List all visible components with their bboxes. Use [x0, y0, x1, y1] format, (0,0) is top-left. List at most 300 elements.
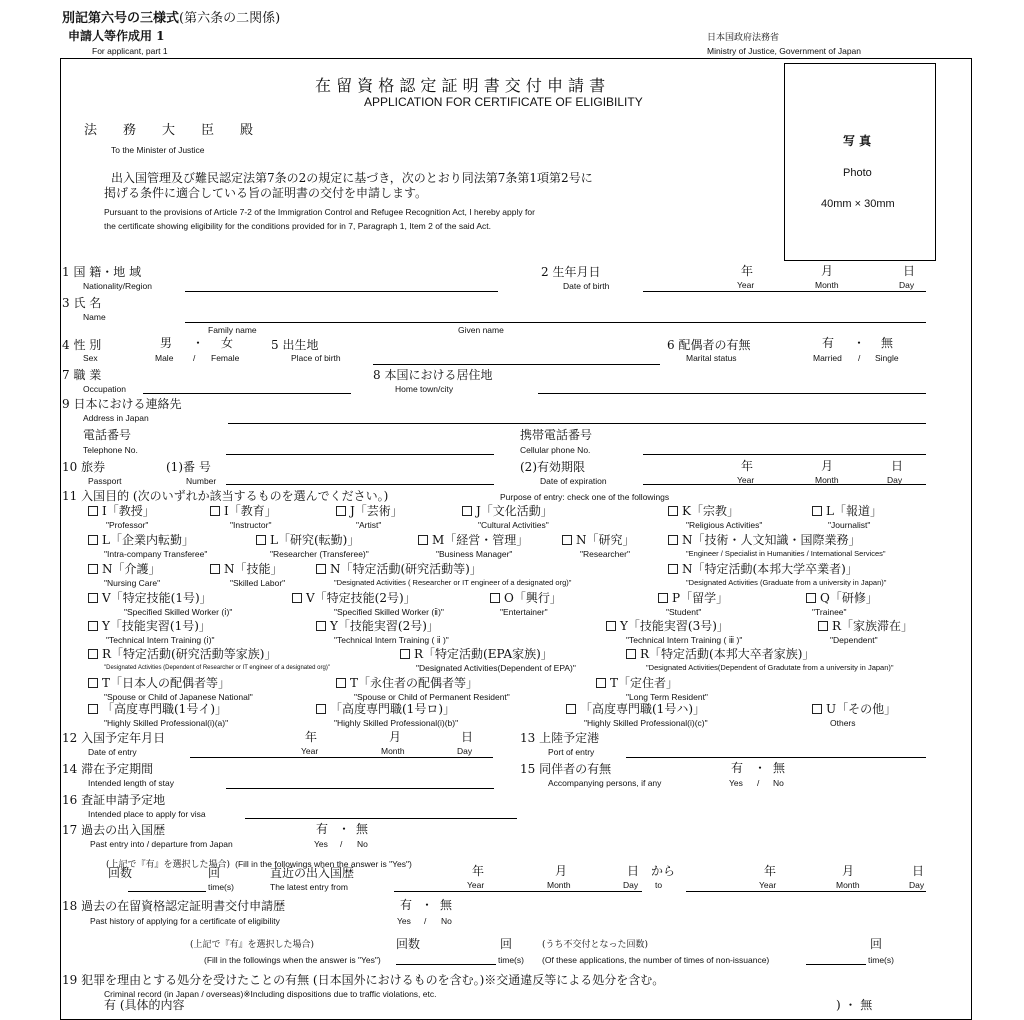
- purpose-en: "Specified Skilled Worker (ⅱ)": [334, 607, 444, 617]
- telephone-label-ja: 電話番号: [83, 428, 132, 442]
- purpose-ja: 「高度専門職(1号ロ)」: [330, 702, 455, 716]
- from-day-ja: 日: [627, 864, 640, 878]
- intro-ja-1: 出入国管理及び難民認定法第7条の2の規定に基づき，次のとおり同法第7条第1項第2号に: [111, 171, 593, 185]
- coe-history-label-en: Past history of applying for a certificate of eligibility: [90, 916, 280, 926]
- stay-length-field[interactable]: [226, 788, 494, 789]
- hometown-field[interactable]: [538, 393, 926, 394]
- coe-kai: 回: [500, 937, 513, 951]
- past-entry-yes-ja[interactable]: 有: [316, 822, 329, 836]
- checkbox[interactable]: [606, 621, 616, 631]
- purpose-en: "Researcher": [580, 549, 630, 559]
- past-entry-fill-en: (Fill in the followings when the answer is "Yes"): [235, 859, 412, 869]
- purpose-option[interactable]: [668, 562, 858, 576]
- expiry-year-en: Year: [737, 475, 755, 485]
- entry-date-field[interactable]: [190, 757, 493, 758]
- purpose-option[interactable]: [462, 504, 553, 518]
- companion-yes-en: Yes: [729, 778, 743, 788]
- checkbox[interactable]: [210, 564, 220, 574]
- purpose-option[interactable]: [88, 676, 230, 690]
- family-name-hint: Family name: [208, 325, 257, 335]
- purpose-en: "Highly Skilled Professional(i)(b)": [334, 718, 459, 728]
- coe-nonissue-times-en: time(s): [868, 955, 894, 965]
- expiry-month-ja: 月: [821, 459, 834, 473]
- purpose-en: "Nursing Care": [104, 578, 161, 588]
- expiry-day-ja: 日: [891, 459, 904, 473]
- purpose-en: "Technical Intern Training (ⅰ)": [106, 635, 215, 645]
- purpose-ja: L「研究(転勤)」: [270, 533, 360, 547]
- purpose-ja: T「日本人の配偶者等」: [102, 676, 231, 690]
- entry-year-en: Year: [301, 746, 319, 756]
- to-year-ja: 年: [764, 864, 777, 878]
- birthplace-label-en: Place of birth: [291, 353, 341, 363]
- address-label-en: Address in Japan: [83, 413, 149, 423]
- coe-history-no-en: No: [441, 916, 452, 926]
- sex-male-ja[interactable]: 男: [160, 336, 173, 350]
- coe-nonissue-en: (Of these applications, the number of times of non-issuance): [542, 955, 770, 965]
- purpose-option[interactable]: [818, 619, 913, 633]
- checkbox[interactable]: [658, 593, 668, 603]
- marital-slash: /: [858, 353, 861, 363]
- sex-female-ja[interactable]: 女: [221, 336, 234, 350]
- purpose-option[interactable]: [88, 533, 194, 547]
- latest-entry-to-field[interactable]: [686, 891, 926, 892]
- purpose-ja: V「特定技能(2号)」: [306, 591, 416, 605]
- from-day-en: Day: [623, 880, 639, 890]
- intro-en-2: the certificate showing eligibility for the conditions provided for in 7, Paragraph 1, Item 2 of the said Act.: [104, 221, 491, 231]
- expiry-label-en: Date of expiration: [540, 476, 607, 486]
- checkbox[interactable]: [292, 593, 302, 603]
- cellphone-label-en: Cellular phone No.: [520, 445, 591, 455]
- to-month-ja: 月: [842, 864, 855, 878]
- purpose-ja: J「文化活動」: [476, 504, 553, 518]
- to-en: to: [655, 880, 663, 890]
- purpose-en: "Student": [666, 607, 702, 617]
- purpose-en: Others: [830, 718, 856, 728]
- coe-history-fill-en: (Fill in the followings when the answer is "Yes"): [204, 955, 381, 965]
- given-name-hint: Given name: [458, 325, 504, 335]
- checkbox[interactable]: [316, 621, 326, 631]
- name-label-en: Name: [83, 312, 106, 322]
- purpose-ja: V「特定技能(1号)」: [102, 591, 212, 605]
- purpose-option[interactable]: [626, 647, 814, 661]
- checkbox[interactable]: [316, 564, 326, 574]
- photo-label-ja: 写 真: [843, 134, 872, 148]
- purpose-en: "Engineer / Specialist in Humanities / International Services": [686, 549, 886, 558]
- form-article-ref: (第六条の二関係): [179, 11, 281, 26]
- purpose-en: "Designated Activities (Graduate from a university in Japan)": [686, 578, 887, 587]
- purpose-en: "Entertainer": [500, 607, 548, 617]
- purpose-ja: L「報道」: [826, 504, 882, 518]
- form-title-ja: 在 留 資 格 認 定 証 明 書 交 付 申 請 書: [315, 76, 606, 95]
- address-field[interactable]: [228, 423, 926, 424]
- entry-year-ja: 年: [305, 730, 318, 744]
- purpose-en: "Highly Skilled Professional(i)(a)": [104, 718, 229, 728]
- to-day-ja: 日: [912, 864, 925, 878]
- purpose-ja: M「経営・管理」: [432, 533, 529, 547]
- intro-en-1: Pursuant to the provisions of Article 7-2 of the Immigration Control and Refugee Recognition Act, I hereby apply for: [104, 207, 535, 217]
- purpose-en: "Skilled Labor": [230, 578, 286, 588]
- checkbox[interactable]: [88, 506, 98, 516]
- checkbox[interactable]: [256, 535, 266, 545]
- passport-number-label-en: Number: [186, 476, 217, 486]
- checkbox[interactable]: [88, 593, 98, 603]
- coe-history-yes-ja[interactable]: 有: [400, 898, 413, 912]
- purpose-ja: J「芸術」: [350, 504, 403, 518]
- photo-size: 40mm × 30mm: [821, 198, 895, 210]
- purpose-option[interactable]: [812, 702, 896, 716]
- checkbox[interactable]: [812, 704, 822, 714]
- applicant-part-en: For applicant, part 1: [92, 46, 168, 56]
- nationality-field[interactable]: [185, 291, 498, 292]
- criminal-record-yes-detail[interactable]: 有 (具体的内容: [104, 998, 185, 1012]
- coe-history-no-ja[interactable]: 無: [440, 898, 453, 912]
- sex-slash: /: [193, 353, 196, 363]
- purpose-option[interactable]: [210, 562, 283, 576]
- purpose-option[interactable]: [88, 591, 212, 605]
- coe-times-field[interactable]: [396, 964, 496, 965]
- checkbox[interactable]: [88, 649, 98, 659]
- hometown-label-ja: 8 本国における居住地: [373, 368, 493, 382]
- marital-dot: ・: [853, 336, 866, 350]
- purpose-ja: O「興行」: [504, 591, 562, 605]
- companion-yes-ja[interactable]: 有: [731, 761, 744, 775]
- checkbox[interactable]: [562, 535, 572, 545]
- purpose-label-en: Purpose of entry: check one of the followings: [500, 492, 670, 502]
- checkbox[interactable]: [88, 678, 98, 688]
- dob-label-en: Date of birth: [563, 281, 610, 291]
- address-label-ja: 9 日本における連絡先: [62, 397, 182, 411]
- latest-entry-from-field[interactable]: [394, 891, 642, 892]
- purpose-en: "Trainee": [812, 607, 847, 617]
- dob-month-en: Month: [815, 280, 839, 290]
- purpose-ja: Q「研修」: [820, 591, 878, 605]
- purpose-label-ja: 11 入国目的 (次のいずれか該当するものを選んでください。): [62, 489, 389, 503]
- purpose-option[interactable]: [490, 591, 562, 605]
- dob-year-ja: 年: [741, 264, 754, 278]
- marital-no-ja[interactable]: 無: [881, 336, 894, 350]
- checkbox[interactable]: [818, 621, 828, 631]
- birthplace-field[interactable]: [373, 364, 660, 365]
- expiry-year-ja: 年: [741, 459, 754, 473]
- sex-dot: ・: [192, 336, 205, 350]
- purpose-ja: N「特定活動(研究活動等)」: [330, 562, 482, 576]
- purpose-option[interactable]: [806, 591, 878, 605]
- nationality-label-en: Nationality/Region: [83, 281, 152, 291]
- purpose-en: "Designated Activities ( Researcher or IT engineer of a designated org)": [334, 578, 572, 587]
- purpose-option[interactable]: [316, 702, 455, 716]
- purpose-option[interactable]: [256, 533, 359, 547]
- passport-label-ja: 10 旅券: [62, 460, 106, 474]
- purpose-en: "Intra-company Transferee": [104, 549, 208, 559]
- from-month-ja: 月: [555, 864, 568, 878]
- coe-times-label: 回数: [396, 937, 421, 951]
- purpose-ja: N「技術・人文知識・国際業務」: [682, 533, 861, 547]
- past-entry-kai: 回: [208, 866, 221, 880]
- dob-field[interactable]: [643, 291, 926, 292]
- checkbox[interactable]: [88, 535, 98, 545]
- ministry-en: Ministry of Justice, Government of Japan: [707, 46, 862, 56]
- purpose-en: "Instructor": [230, 520, 272, 530]
- entry-day-en: Day: [457, 746, 473, 756]
- latest-entry-label-en: The latest entry from: [270, 882, 348, 892]
- companion-slash: /: [757, 778, 760, 788]
- purpose-option[interactable]: [292, 591, 416, 605]
- entry-day-ja: 日: [461, 730, 474, 744]
- coe-nonissue-ja: (うち不交付となった回数): [542, 940, 649, 950]
- purpose-en: "Business Manager": [436, 549, 513, 559]
- marital-single: Single: [875, 353, 899, 363]
- past-entry-slash: /: [340, 839, 343, 849]
- expiry-month-en: Month: [815, 475, 839, 485]
- form-title-en: APPLICATION FOR CERTIFICATE OF ELIGIBILITY: [364, 95, 643, 109]
- purpose-en: "Dependent": [830, 635, 878, 645]
- coe-history-label-ja: 18 過去の在留資格認定証明書交付申請歴: [62, 899, 286, 913]
- criminal-record-no[interactable]: ) ・ 無: [836, 998, 873, 1012]
- purpose-en: "Spouse or Child of Permanent Resident": [354, 692, 510, 702]
- purpose-en: "Researcher (Transferee)": [270, 549, 369, 559]
- past-entry-times-en: time(s): [208, 882, 234, 892]
- purpose-ja: R「特定活動(本邦大卒者家族)」: [640, 647, 815, 661]
- checkbox[interactable]: [336, 506, 346, 516]
- from-year-en: Year: [467, 880, 485, 890]
- purpose-en: "Spouse or Child of Japanese National": [104, 692, 253, 702]
- photo-box: [784, 63, 936, 261]
- checkbox[interactable]: [566, 704, 576, 714]
- telephone-label-en: Telephone No.: [83, 445, 138, 455]
- coe-history-dot: ・: [421, 898, 434, 912]
- addressee-ja: 法 務 大 臣 殿: [84, 123, 254, 138]
- checkbox[interactable]: [596, 678, 606, 688]
- coe-history-fill-ja: (上記で『有』を選択した場合): [190, 940, 315, 950]
- purpose-en: "Specified Skilled Worker (ⅰ)": [124, 607, 233, 617]
- past-entry-times-label: 回数: [108, 866, 133, 880]
- name-field[interactable]: [185, 322, 926, 323]
- purpose-ja: Y「技能実習(2号)」: [330, 619, 439, 633]
- checkbox[interactable]: [88, 564, 98, 574]
- purpose-option[interactable]: [88, 702, 227, 716]
- birthplace-label-ja: 5 出生地: [271, 338, 319, 352]
- checkbox[interactable]: [88, 621, 98, 631]
- expiry-day-en: Day: [887, 475, 903, 485]
- purpose-ja: R「家族滞在」: [832, 619, 914, 633]
- purpose-ja: K「宗教」: [682, 504, 739, 518]
- checkbox[interactable]: [668, 535, 678, 545]
- purpose-option[interactable]: [88, 504, 155, 518]
- form-number: 別記第六号の三様式: [62, 11, 180, 26]
- past-entry-times-field[interactable]: [128, 891, 206, 892]
- purpose-en: "Cultural Activities": [478, 520, 549, 530]
- checkbox[interactable]: [400, 649, 410, 659]
- sex-label-ja: 4 性 別: [62, 338, 102, 352]
- passport-number-field[interactable]: [226, 484, 494, 485]
- photo-label-en: Photo: [843, 167, 872, 179]
- checkbox[interactable]: [210, 506, 220, 516]
- dob-day-en: Day: [899, 280, 915, 290]
- to-year-en: Year: [759, 880, 777, 890]
- to-month-en: Month: [836, 880, 860, 890]
- checkbox[interactable]: [336, 678, 346, 688]
- passport-label-en: Passport: [88, 476, 122, 486]
- occupation-label-en: Occupation: [83, 384, 126, 394]
- purpose-option[interactable]: [316, 562, 482, 576]
- purpose-option[interactable]: [606, 619, 729, 633]
- companion-no-ja[interactable]: 無: [773, 761, 786, 775]
- past-entry-yes-en: Yes: [314, 839, 328, 849]
- visa-place-field[interactable]: [245, 818, 517, 819]
- stay-length-label-en: Intended length of stay: [88, 778, 175, 788]
- entry-date-label-en: Date of entry: [88, 747, 137, 757]
- purpose-en: "Designated Activities(Dependent of Gradutate from a university in Japan)": [646, 663, 894, 672]
- latest-entry-label-ja: 直近の出入国歴: [270, 866, 355, 880]
- purpose-option[interactable]: [336, 504, 403, 518]
- from-kara: から: [651, 864, 676, 878]
- companion-label-en: Accompanying persons, if any: [548, 778, 662, 788]
- purpose-en: "Highly Skilled Professional(i)(c)": [584, 718, 708, 728]
- coe-times-en: time(s): [498, 955, 524, 965]
- purpose-en: "Technical Intern Training ( ⅲ )": [626, 635, 743, 645]
- purpose-ja: N「特定活動(本邦大学卒業者)」: [682, 562, 858, 576]
- purpose-ja: U「その他」: [826, 702, 897, 716]
- port-label-en: Port of entry: [548, 747, 595, 757]
- coe-history-slash: /: [424, 916, 427, 926]
- checkbox[interactable]: [668, 564, 678, 574]
- purpose-ja: 「高度専門職(1号ハ)」: [580, 702, 705, 716]
- expiry-field[interactable]: [643, 484, 926, 485]
- companion-no-en: No: [773, 778, 784, 788]
- purpose-option[interactable]: [812, 504, 882, 518]
- purpose-en: "Artist": [356, 520, 382, 530]
- checkbox[interactable]: [88, 704, 98, 714]
- checkbox[interactable]: [812, 506, 822, 516]
- coe-nonissue-kai: 回: [870, 937, 883, 951]
- checkbox[interactable]: [316, 704, 326, 714]
- past-entry-dot: ・: [338, 822, 351, 836]
- purpose-en: "Designated Activities(Dependent of EPA)": [416, 663, 576, 673]
- past-entry-label-en: Past entry into / departure from Japan: [90, 839, 233, 849]
- stay-length-label-ja: 14 滞在予定期間: [62, 762, 154, 776]
- purpose-option[interactable]: [88, 619, 211, 633]
- expiry-label-ja: (2)有効期限: [520, 460, 585, 474]
- purpose-option[interactable]: [596, 676, 678, 690]
- sex-label-en: Sex: [83, 353, 98, 363]
- purpose-ja: P「留学」: [672, 591, 729, 605]
- purpose-option[interactable]: [562, 533, 635, 547]
- from-year-ja: 年: [472, 864, 485, 878]
- entry-date-label-ja: 12 入国予定年月日: [62, 731, 166, 745]
- cellphone-label-ja: 携帯電話番号: [520, 428, 593, 442]
- purpose-ja: Y「技能実習(3号)」: [620, 619, 729, 633]
- dob-year-en: Year: [737, 280, 755, 290]
- purpose-ja: N「介護」: [102, 562, 161, 576]
- marital-yes-ja[interactable]: 有: [822, 336, 835, 350]
- passport-number-label-ja: (1)番 号: [166, 460, 211, 474]
- purpose-en: "Long Term Resident": [626, 692, 708, 702]
- dob-month-ja: 月: [821, 264, 834, 278]
- sex-female-en: Female: [211, 353, 240, 363]
- purpose-ja: Ⅰ「教育」: [224, 504, 277, 518]
- purpose-option[interactable]: [210, 504, 277, 518]
- intro-ja-2: 掲げる条件に適合している旨の証明書の交付を申請します。: [104, 186, 428, 200]
- purpose-ja: R「特定活動(EPA家族)」: [414, 647, 553, 661]
- purpose-option[interactable]: [668, 504, 739, 518]
- port-field[interactable]: [626, 757, 926, 758]
- purpose-en: "Professor": [106, 520, 149, 530]
- purpose-option[interactable]: [316, 619, 439, 633]
- nationality-label-ja: 1 国 籍・地 域: [62, 265, 142, 279]
- purpose-ja: N「技能」: [224, 562, 283, 576]
- purpose-ja: T「永住者の配偶者等」: [350, 676, 479, 690]
- past-entry-fill-ja: (上記で『有』を選択した場合): [106, 860, 231, 870]
- to-day-en: Day: [909, 880, 925, 890]
- coe-nonissue-field[interactable]: [806, 964, 866, 965]
- purpose-ja: Y「技能実習(1号)」: [102, 619, 211, 633]
- purpose-option[interactable]: [88, 647, 276, 661]
- past-entry-no-en: No: [357, 839, 368, 849]
- criminal-record-label-ja: 19 犯罪を理由とする処分を受けたことの有無 (日本国外におけるものを含む。)※交通違反等による処分を含む。: [62, 973, 665, 987]
- ministry-ja: 日本国政府法務省: [707, 33, 780, 43]
- marital-label-en: Marital status: [686, 353, 737, 363]
- cellphone-field[interactable]: [643, 454, 926, 455]
- dob-label-ja: 2 生年月日: [541, 265, 601, 279]
- port-label-ja: 13 上陸予定港: [520, 731, 600, 745]
- marital-label-ja: 6 配偶者の有無: [667, 338, 751, 352]
- checkbox[interactable]: [626, 649, 636, 659]
- purpose-en: "Journalist": [828, 520, 871, 530]
- addressee-en: To the Minister of Justice: [111, 145, 205, 155]
- past-entry-no-ja[interactable]: 無: [356, 822, 369, 836]
- visa-place-label-en: Intended place to apply for visa: [88, 809, 206, 819]
- hometown-label-en: Home town/city: [395, 384, 454, 394]
- purpose-option[interactable]: [658, 591, 728, 605]
- criminal-record-label-en: Criminal record (in Japan / overseas)※Including dispositions due to traffic violations, etc.: [104, 989, 437, 999]
- purpose-ja: T「定住者」: [610, 676, 679, 690]
- purpose-option[interactable]: [336, 676, 478, 690]
- purpose-en: "Technical Intern Training ( ⅱ )": [334, 635, 449, 645]
- companion-label-ja: 15 同伴者の有無: [520, 762, 612, 776]
- dob-day-ja: 日: [903, 264, 916, 278]
- purpose-ja: L「企業内転勤」: [102, 533, 194, 547]
- purpose-ja: Ⅰ「教授」: [102, 504, 155, 518]
- entry-month-ja: 月: [389, 730, 402, 744]
- checkbox[interactable]: [490, 593, 500, 603]
- marital-married: Married: [813, 353, 842, 363]
- purpose-ja: R「特定活動(研究活動等家族)」: [102, 647, 277, 661]
- applicant-part-ja: 申請人等作成用 1: [68, 29, 165, 43]
- purpose-option[interactable]: [668, 533, 861, 547]
- companion-dot: ・: [754, 761, 767, 775]
- checkbox[interactable]: [668, 506, 678, 516]
- checkbox[interactable]: [418, 535, 428, 545]
- purpose-option[interactable]: [566, 702, 705, 716]
- occupation-field[interactable]: [143, 393, 351, 394]
- purpose-option[interactable]: [88, 562, 161, 576]
- purpose-en: "Religious Activities": [686, 520, 763, 530]
- telephone-field[interactable]: [226, 454, 494, 455]
- purpose-option[interactable]: [400, 647, 553, 661]
- entry-month-en: Month: [381, 746, 405, 756]
- occupation-label-ja: 7 職 業: [62, 368, 102, 382]
- checkbox[interactable]: [462, 506, 472, 516]
- checkbox[interactable]: [806, 593, 816, 603]
- purpose-ja: 「高度専門職(1号イ)」: [102, 702, 227, 716]
- purpose-en: "Designated Activities (Dependent of Researcher or IT engineer of a designated org)": [104, 665, 330, 671]
- past-entry-label-ja: 17 過去の出入国歴: [62, 823, 166, 837]
- purpose-option[interactable]: [418, 533, 528, 547]
- from-month-en: Month: [547, 880, 571, 890]
- name-label-ja: 3 氏 名: [62, 296, 102, 310]
- coe-history-yes-en: Yes: [397, 916, 411, 926]
- purpose-ja: N「研究」: [576, 533, 635, 547]
